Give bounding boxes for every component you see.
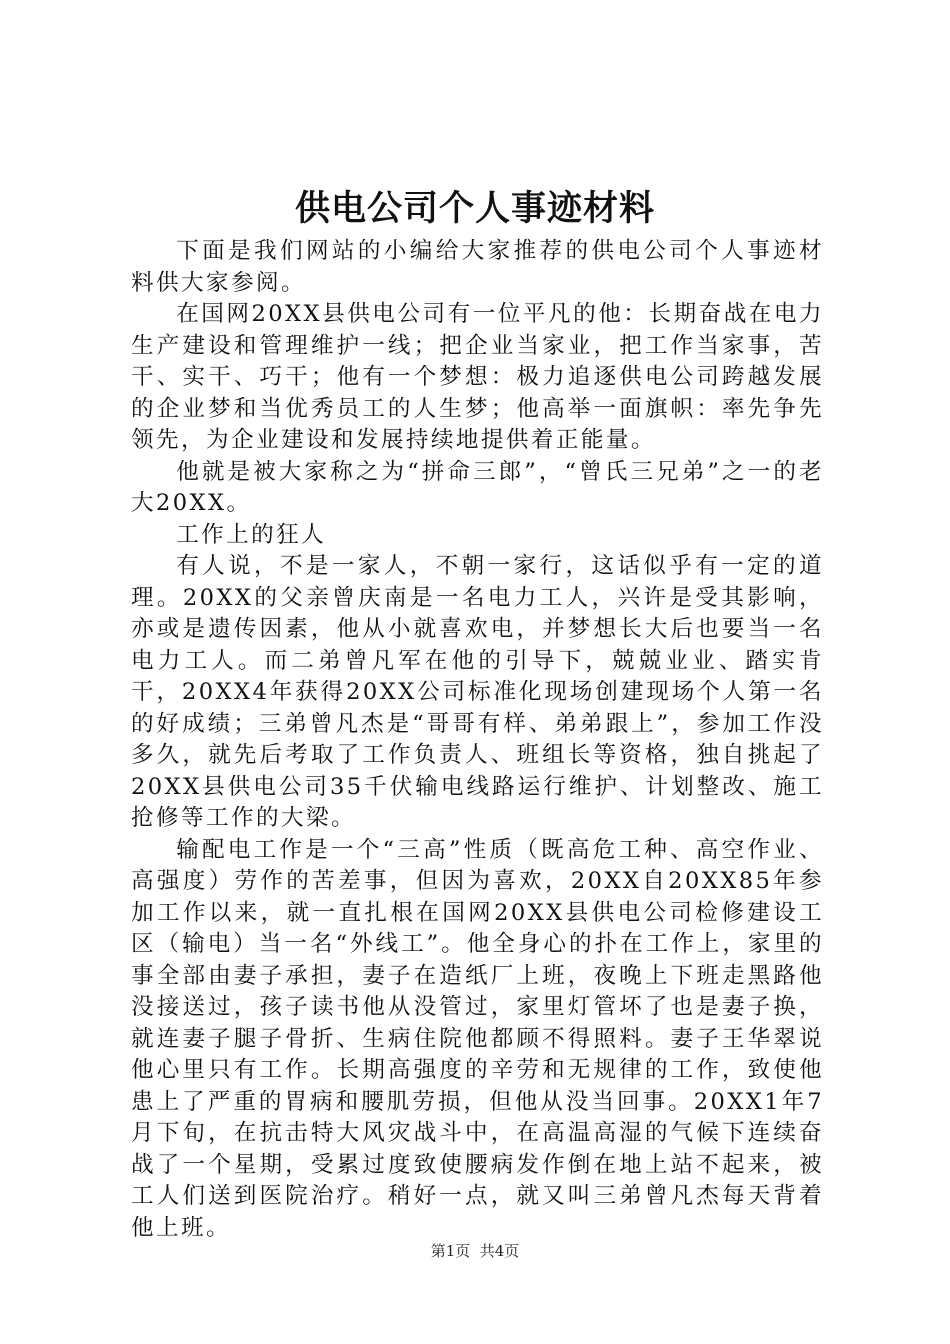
section-heading-work: 工作上的狂人 — [176, 521, 327, 548]
document-body — [131, 236, 824, 1244]
paragraph-profile: 在国网20XX县供电公司有一位平凡的他：长期奋战在电力生产建设和管理维护一线；把企业当家业，把工作当家事，苦干、实干、巧干；他有一个梦想：极力追逐供电公司跨越发展的企业梦和当优秀员工的人生梦；他高举一面旗帜：率先争先领先，为企业建设和发展持续地提供着正能量。 — [131, 301, 824, 453]
paragraph-dedication: 输配电工作是一个“三高”性质（既高危工种、高空作业、高强度）劳作的苦差事，但因为喜欢，20XX自20XX85年参加工作以来，就一直扎根在国网20XX县供电公司检修建设工区（输电）当一名“外线工”。他全身心的扑在工作上，家里的事全部由妻子承担，妻子在造纸厂上班，夜晚上下班走黑路他没接送过，孩子读书他从没管过，家里灯管坏了也是妻子换，就连妻子腿子骨折、生病住院他都顾不得照料。妻子王华翠说他心里只有工作。长期高强度的辛劳和无规律的工作，致使他患上了严重的胃病和腰肌劳损，但他从没当回事。20XX1年7月下旬，在抗击特大风灾战斗中，在高温高湿的气候下连续奋战了一个星期，受累过度致使腰病发作倒在地上站不起来，被工人们送到医院治疗。稍好一点，就又叫三弟曾凡杰每天背着他上班。 — [131, 836, 824, 1241]
document-title: 供电公司个人事迹材料 — [294, 188, 655, 229]
paragraph-intro: 下面是我们网站的小编给大家推荐的供电公司个人事迹材料供大家参阅。 — [131, 238, 824, 296]
page-footer — [0, 1241, 950, 1261]
page-number: 第1页 共4页 — [430, 1242, 520, 1260]
paragraph-family: 有人说，不是一家人，不朝一家行，这话似乎有一定的道理。20XX的父亲曾庆南是一名电力工人，兴许是受其影响，亦或是遗传因素，他从小就喜欢电，并梦想长大后也要当一名电力工人。而二弟曾凡军在他的引导下，兢兢业业、踏实肯干，20XX4年获得20XX公司标准化现场创建现场个人第一名的好成绩；三弟曾凡杰是“哥哥有样、弟弟跟上”，参加工作没多久，就先后考取了工作负责人、班组长等资格，独自挑起了20XX县供电公司35千伏输电线路运行维护、计划整改、施工抢修等工作的大梁。 — [131, 553, 824, 831]
paragraph-nickname: 他就是被大家称之为“拼命三郎”，“曾氏三兄弟”之一的老大20XX。 — [131, 458, 824, 516]
